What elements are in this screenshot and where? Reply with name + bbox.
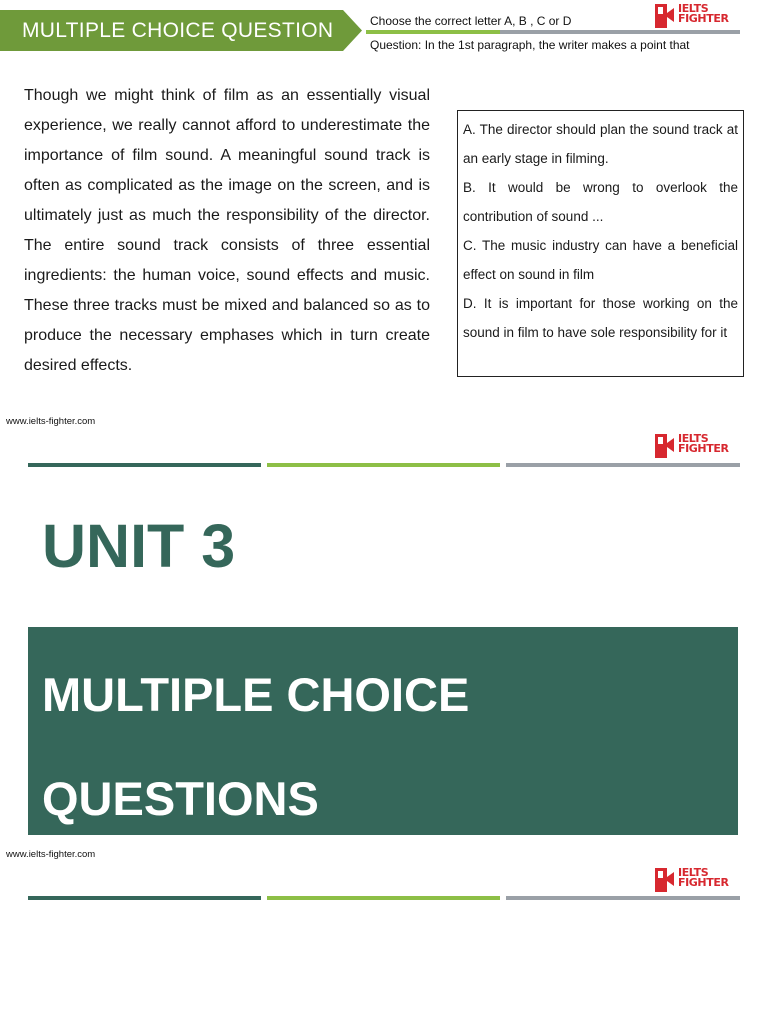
logo-mark-icon: [655, 868, 675, 892]
ielts-fighter-logo: [655, 868, 729, 894]
unit-title: UNIT 3: [42, 512, 236, 580]
instruction-text: Choose the correct letter A, B , C or D: [370, 14, 572, 28]
banner-title: MULTIPLE CHOICE QUESTION: [22, 19, 334, 42]
divider-green: [366, 30, 500, 34]
answer-options-box: [457, 110, 744, 377]
ielts-fighter-logo: [655, 4, 729, 30]
question-text: Question: In the 1st paragraph, the writer makes a point that: [370, 38, 690, 52]
option-c: C. The music industry can have a beneficial effect on sound in film: [463, 238, 738, 282]
logo-text-ielts: IELTS: [678, 2, 709, 15]
section-title-box: [28, 627, 738, 835]
logo-text-fighter: FIGHTER: [678, 876, 729, 889]
divider-gray: [506, 463, 740, 467]
logo-text-ielts: IELTS: [678, 866, 709, 879]
logo-text-ielts: IELTS: [678, 432, 709, 445]
logo-text-fighter: FIGHTER: [678, 442, 729, 455]
option-a: A. The director should plan the sound track at an early stage in filming.: [463, 122, 738, 166]
section-title-line2: QUESTIONS: [42, 772, 319, 825]
logo-text-fighter: FIGHTER: [678, 12, 729, 25]
website-url: www.ielts-fighter.com: [6, 849, 96, 860]
option-d: D. It is important for those working on the sound in film to have sole responsibility for it: [463, 296, 738, 340]
section-title-line1: MULTIPLE CHOICE: [42, 668, 470, 721]
reading-passage: Though we might think of film as an essentially visual experience, we really cannot afford to underestimate the importance of film sound. A meaningful sound track is often as complicated as the image on the screen, and is ultimately just as much the responsibility of the director. The entire sound track consists of three essential ingredients: the human voice, sound effects and music. These three tracks must be mixed and balanced so as to produce the necessary emphases which in turn create desired effects.: [24, 87, 430, 374]
logo-mark-icon: [655, 434, 675, 458]
ielts-fighter-logo: [655, 434, 729, 460]
divider-dark: [28, 463, 261, 467]
divider-dark: [28, 896, 261, 900]
logo-mark-icon: [655, 4, 675, 28]
divider-green: [267, 896, 500, 900]
website-url: www.ielts-fighter.com: [6, 416, 96, 427]
divider-green: [267, 463, 500, 467]
divider-gray: [506, 896, 740, 900]
option-b: B. It would be wrong to overlook the contribution of sound ...: [463, 180, 738, 224]
divider-gray: [500, 30, 740, 34]
